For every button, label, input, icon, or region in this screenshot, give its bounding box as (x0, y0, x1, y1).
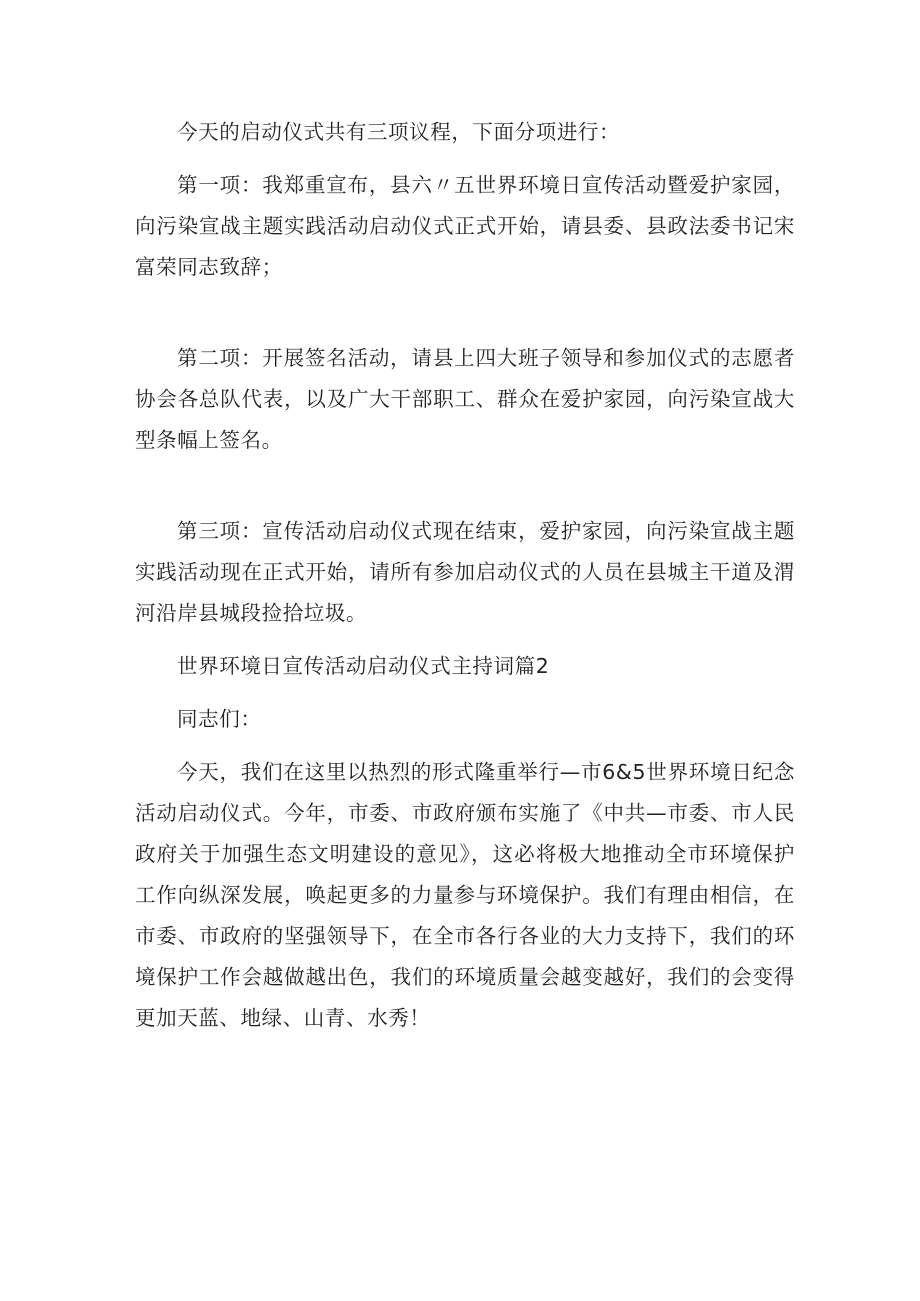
document-body (135, 112, 795, 1039)
salutation: 同志们： (177, 707, 262, 731)
agenda-intro: 今天的启动仪式共有三项议程，下面分项进行： (177, 120, 621, 144)
agenda-item-3: 第三项：宣传活动启动仪式现在结束，爱护家园，向污染宣战主题实践活动现在正式开始，请所有参加启动仪式的人员在县城主干道及渭河沿岸县城段捡拾垃圾。 (135, 519, 795, 625)
speech-paragraph: 今天，我们在这里以热烈的形式隆重举行—市6&5世界环境日纪念活动启动仪式。今年，市委、市政府颁布实施了《中共—市委、市人民政府关于加强生态文明建设的意见》，这必将极大地推动全市环境保护工作向纵深发展，唤起更多的力量参与环境保护。我们有理由相信，在市委、市政府的坚强领导下，在全市各行各业的大力支持下，我们的环境保护工作会越做越出色，我们的环境质量会越变越好，我们的会变得更加天蓝、地绿、山青、水秀！ (135, 760, 795, 1030)
agenda-item-2: 第二项：开展签名活动，请县上四大班子领导和参加仪式的志愿者协会各总队代表，以及广大干部职工、群众在爱护家园，向污染宣战大型条幅上签名。 (135, 346, 795, 452)
agenda-item-1: 第一项：我郑重宣布，县六〃五世界环境日宣传活动暨爱护家园，向污染宣战主题实践活动启动仪式正式开始，请县委、县政法委书记宋富荣同志致辞； (135, 173, 795, 279)
section-title: 世界环境日宣传活动启动仪式主持词篇2 (177, 654, 550, 678)
